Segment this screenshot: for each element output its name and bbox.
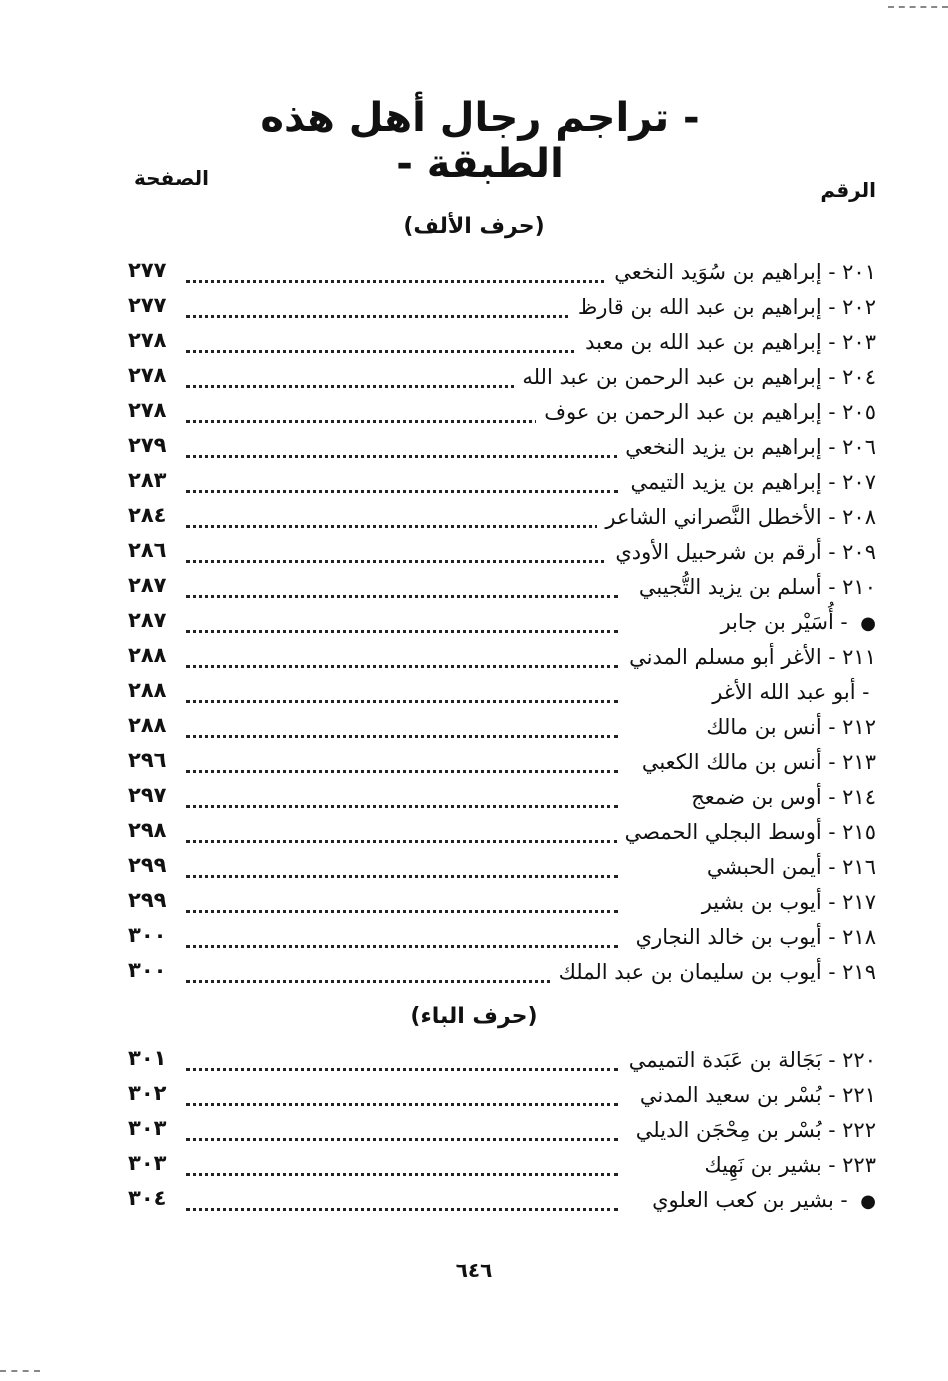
index-entry (0, 923, 948, 958)
entry-page-number: ٢٧٨ (128, 398, 167, 422)
entry-label (696, 1153, 876, 1177)
entries-list-ba (0, 1046, 948, 1221)
dot-leader (186, 280, 618, 283)
entry-dash: - (821, 435, 843, 459)
entry-name: أوس بن ضمعج (691, 785, 822, 809)
index-entry (0, 1081, 948, 1116)
entry-dash: - (821, 645, 843, 669)
dot-leader (186, 1068, 618, 1071)
page-column-header: الصفحة (134, 166, 210, 190)
dot-leader (186, 1138, 618, 1141)
entry-page-number: ٢٧٨ (128, 363, 167, 387)
index-entry (0, 1151, 948, 1186)
entry-name: أرقم بن شرحبيل الأودي (615, 540, 822, 564)
dot-leader (186, 525, 618, 528)
index-entry (0, 608, 948, 643)
index-entry (0, 293, 948, 328)
entry-dash: - (821, 260, 843, 284)
entry-dash: - (833, 610, 855, 634)
dot-leader (186, 805, 618, 808)
entry-label (597, 505, 876, 529)
entry-dash: - (821, 400, 843, 424)
entry-label (607, 540, 876, 564)
entry-page-number: ٣٠٤ (128, 1186, 167, 1210)
index-entry (0, 678, 948, 713)
entry-number: ٢١٢ (842, 715, 876, 739)
entry-name: الأخطل النَّصراني الشاعر (605, 505, 822, 529)
index-entry (0, 748, 948, 783)
dot-leader (186, 735, 618, 738)
entry-name: أبو عبد الله الأغر (712, 680, 856, 704)
dot-leader (186, 490, 618, 493)
entry-dash: - (821, 1048, 843, 1072)
entry-page-number: ٢٨٦ (128, 538, 167, 562)
index-entry (0, 888, 948, 923)
index-entry (0, 573, 948, 608)
entry-label (699, 855, 876, 879)
entry-number: ٢١١ (842, 645, 876, 669)
dot-leader (186, 910, 618, 913)
index-entry (0, 538, 948, 573)
entry-page-number: ٣٠٣ (128, 1151, 167, 1175)
entry-number: ٢٠٣ (842, 330, 876, 354)
entry-name: بَجَالة بن عَبَدة التميمي (628, 1048, 822, 1072)
entry-number: ٢١٥ (842, 820, 876, 844)
entry-number: ٢٠٦ (842, 435, 876, 459)
entry-page-number: ٢٨٧ (128, 573, 167, 597)
entry-dash: - (821, 925, 843, 949)
index-entry (0, 398, 948, 433)
entry-dash: - (821, 1153, 843, 1177)
entry-dash: - (821, 575, 843, 599)
entry-page-number: ٣٠١ (128, 1046, 167, 1070)
entry-page-number: ٢٧٧ (128, 258, 167, 282)
index-entry (0, 468, 948, 503)
dot-leader (186, 595, 618, 598)
entry-name: أنس بن مالك (706, 715, 822, 739)
entry-label (634, 750, 876, 774)
entry-dash: - (821, 890, 843, 914)
entry-number: ٢٠٨ (842, 505, 876, 529)
entry-number: ٢٠٧ (842, 470, 876, 494)
entry-dash: - (821, 820, 843, 844)
entry-name: إبراهيم بن يزيد النخعي (625, 435, 822, 459)
dot-leader (186, 350, 618, 353)
bullet-icon: ● (860, 1191, 876, 1212)
entry-name: أنس بن مالك الكعبي (641, 750, 822, 774)
entry-number: ٢٢١ (842, 1083, 876, 1107)
entry-dash: - (821, 960, 843, 984)
entry-name: بشير بن نَهِيك (704, 1153, 822, 1177)
entry-page-number: ٢٨٨ (128, 643, 167, 667)
entry-name: أوسط البجلي الحمصي (624, 820, 822, 844)
entry-name: بُسْر بن مِحْجَن الديلي (635, 1118, 822, 1142)
entry-name: بُسْر بن سعيد المدني (639, 1083, 822, 1107)
entry-name: أيوب بن بشير (701, 890, 822, 914)
entry-number: ٢٠٤ (842, 365, 876, 389)
entry-dash: - (821, 540, 843, 564)
page-title: - تراجم رجال أهل هذه الطبقة - (260, 95, 700, 187)
number-column-header: الرقم (820, 178, 876, 202)
entry-label (632, 1083, 876, 1107)
entry-number: ٢١٩ (842, 960, 876, 984)
entry-label (623, 470, 877, 494)
entry-dash: - (821, 855, 843, 879)
entry-number: ٢٢٢ (842, 1118, 876, 1142)
entry-name: إبراهيم بن عبد الله بن قارظ (577, 295, 822, 319)
dot-leader (186, 665, 618, 668)
entry-page-number: ٣٠٠ (128, 958, 167, 982)
dot-leader (186, 1173, 618, 1176)
entry-number: ٢١٤ (842, 785, 876, 809)
entry-page-number: ٢٨٣ (128, 468, 167, 492)
entry-label (551, 960, 876, 984)
entry-page-number: ٢٩٩ (128, 888, 167, 912)
entry-label (683, 785, 876, 809)
index-entry (0, 713, 948, 748)
entry-name: إبراهيم بن سُوَيد النخعي (614, 260, 822, 284)
index-entry (0, 1116, 948, 1151)
bullet-icon: ● (860, 613, 876, 634)
entry-page-number: ٣٠٢ (128, 1081, 167, 1105)
dot-leader (186, 560, 618, 563)
entry-page-number: ٢٨٨ (128, 713, 167, 737)
entries-list-alif (0, 258, 948, 993)
entry-name: إبراهيم بن عبد الرحمن بن عوف (544, 400, 822, 424)
entry-name: أيوب بن سليمان بن عبد الملك (558, 960, 822, 984)
entry-page-number: ٢٩٦ (128, 748, 167, 772)
dot-leader (186, 840, 618, 843)
entry-name: أيمن الحبشي (706, 855, 822, 879)
entry-label (694, 890, 876, 914)
index-entry (0, 433, 948, 468)
entry-dash: - (821, 470, 843, 494)
entry-page-number: ٢٧٩ (128, 433, 167, 457)
entry-number: ٢١٨ (842, 925, 876, 949)
dot-leader (186, 700, 618, 703)
entry-label (704, 680, 876, 704)
index-entry (0, 363, 948, 398)
entry-page-number: ٢٩٩ (128, 853, 167, 877)
entry-number: ٢٠٩ (842, 540, 876, 564)
entry-label (644, 1188, 876, 1212)
entry-page-number: ٢٧٨ (128, 328, 167, 352)
entry-dash: - (821, 330, 843, 354)
entry-name: الأغر أبو مسلم المدني (629, 645, 822, 669)
entry-name: أيوب بن خالد النجاري (635, 925, 822, 949)
entry-number: ٢٢٣ (842, 1153, 876, 1177)
entry-name: إبراهيم بن يزيد التيمي (630, 470, 822, 494)
entry-dash: - (821, 295, 843, 319)
entry-dash: - (821, 715, 843, 739)
entry-label (712, 610, 876, 634)
entry-dash: - (821, 750, 843, 774)
entry-label (570, 295, 876, 319)
entry-dash: - (821, 365, 843, 389)
entry-page-number: ٢٨٤ (128, 503, 167, 527)
entry-page-number: ٢٨٧ (128, 608, 167, 632)
entry-number: ٢١٣ (842, 750, 876, 774)
entry-dash: - (821, 785, 843, 809)
entry-number: ٢٠٥ (842, 400, 876, 424)
index-entry (0, 1046, 948, 1081)
dot-leader (186, 770, 618, 773)
dot-leader (186, 455, 618, 458)
index-entry (0, 818, 948, 853)
section-heading-ba: (حرف الباء) (410, 1004, 538, 1029)
dot-leader (186, 1103, 618, 1106)
dot-leader (186, 945, 618, 948)
dot-leader (186, 1208, 618, 1211)
entry-label (621, 645, 876, 669)
entry-page-number: ٣٠٠ (128, 923, 167, 947)
entry-number: ٢٢٠ (842, 1048, 876, 1072)
entry-number: ٢١٦ (842, 855, 876, 879)
entry-name: أسلم بن يزيد التُّجيبي (638, 575, 822, 599)
entry-label (577, 330, 876, 354)
entry-label (698, 715, 876, 739)
entry-page-number: ٢٨٨ (128, 678, 167, 702)
dot-leader (186, 315, 618, 318)
index-entry (0, 853, 948, 888)
entry-name: إبراهيم بن عبد الله بن معبد (585, 330, 822, 354)
entry-number: ٢١٠ (842, 575, 876, 599)
entry-page-number: ٣٠٣ (128, 1116, 167, 1140)
index-entry (0, 503, 948, 538)
index-entry (0, 1186, 948, 1221)
entry-number: ٢٠١ (842, 260, 876, 284)
index-entry (0, 783, 948, 818)
index-entry (0, 958, 948, 993)
entry-label (631, 575, 876, 599)
entry-dash: - (855, 680, 876, 704)
entry-dash: - (821, 1083, 843, 1107)
entry-label (628, 925, 876, 949)
entry-label (617, 820, 876, 844)
entry-label (536, 400, 876, 424)
entry-dash: - (821, 505, 843, 529)
entry-label (606, 260, 876, 284)
entry-name: أُسَيْر بن جابر (720, 610, 834, 634)
page-number: ٦٤٦ (455, 1258, 493, 1282)
entry-page-number: ٢٩٨ (128, 818, 167, 842)
index-entry (0, 643, 948, 678)
section-heading-alif: (حرف الألف) (403, 214, 545, 239)
entry-number: ٢١٧ (842, 890, 876, 914)
entry-page-number: ٢٧٧ (128, 293, 167, 317)
dot-leader (186, 630, 618, 633)
entry-page-number: ٢٩٧ (128, 783, 167, 807)
index-entry (0, 328, 948, 363)
entry-label (628, 1118, 876, 1142)
dot-leader (186, 875, 618, 878)
entry-label (621, 1048, 876, 1072)
index-entry (0, 258, 948, 293)
entry-name: إبراهيم بن عبد الرحمن بن عبد الله (522, 365, 822, 389)
entry-name: بشير بن كعب العلوي (652, 1188, 834, 1212)
entry-dash: - (833, 1188, 855, 1212)
entry-dash: - (821, 1118, 843, 1142)
entry-label (617, 435, 876, 459)
entry-number: ٢٠٢ (842, 295, 876, 319)
entry-label (514, 365, 876, 389)
